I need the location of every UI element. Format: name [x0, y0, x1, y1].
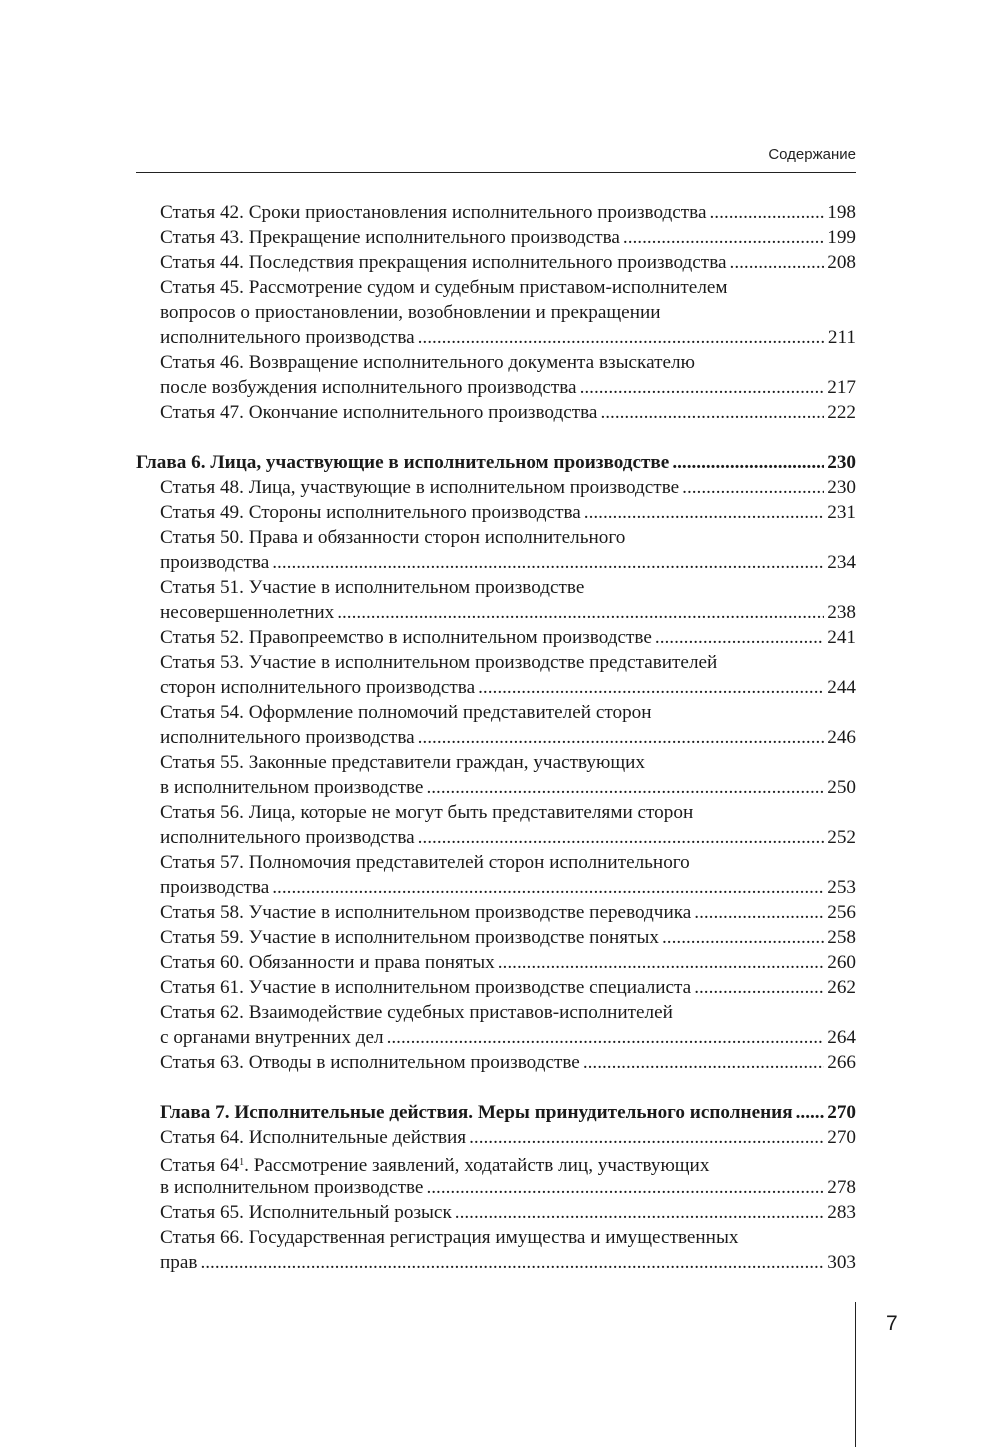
page-number: 7	[886, 1312, 898, 1335]
superscript-index: 1	[239, 1157, 245, 1168]
dot-leader	[200, 1250, 824, 1275]
toc-entry-article-61[interactable]: Статья 61. Участие в исполнительном производстве специалиста . . . 262	[160, 975, 856, 1000]
toc-entry-article-64-1[interactable]: Статья $64^1$. Рассмотрение заявлений, ходатайств лиц, участвующих в исполнительном производстве . . . 278	[160, 1150, 856, 1200]
dot-leader	[730, 250, 825, 275]
page-ref: 283	[827, 1202, 856, 1223]
page-ref: 253	[827, 877, 856, 898]
toc-entry-article-43[interactable]: Статья 43. Прекращение исполнительного производства . . . 199	[160, 225, 856, 250]
page-ref: 211	[827, 327, 856, 348]
page-ref: 234	[827, 552, 856, 573]
toc-entry-article-42[interactable]: Статья 42. Сроки приостановления исполнительного производства . . . 198	[160, 200, 856, 225]
header-rule	[136, 172, 856, 173]
dot-leader	[600, 400, 824, 425]
page-ref: 199	[827, 227, 856, 248]
table-of-contents	[136, 200, 856, 1275]
dot-leader	[387, 1025, 825, 1050]
dot-leader	[478, 675, 824, 700]
dot-leader	[623, 225, 824, 250]
dot-leader	[583, 1050, 824, 1075]
toc-entry-article-51[interactable]: Статья 51. Участие в исполнительном производстве несовершеннолетних . . . 238	[160, 575, 856, 625]
toc-entry-article-56[interactable]: Статья 56. Лица, которые не могут быть представителями сторон исполнительного производства . . . 252	[160, 800, 856, 850]
page-ref: 246	[827, 727, 856, 748]
page-ref: 264	[827, 1027, 856, 1048]
page-ref: 262	[827, 977, 856, 998]
dot-leader	[584, 500, 824, 525]
page-ref: 303	[827, 1252, 856, 1273]
page-ref: 231	[827, 502, 856, 523]
dot-leader	[469, 1125, 824, 1150]
toc-entry-article-62[interactable]: Статья 62. Взаимодействие судебных приставов-исполнителей с органами внутренних дел . . . 264	[160, 1000, 856, 1050]
toc-entry-article-63[interactable]: Статья 63. Отводы в исполнительном производстве . . . 266	[160, 1050, 856, 1075]
toc-entry-article-59[interactable]: Статья 59. Участие в исполнительном производстве понятых . . . 258	[160, 925, 856, 950]
toc-entry-article-48[interactable]: Статья 48. Лица, участвующие в исполнительном производстве . . . 230	[160, 475, 856, 500]
dot-leader	[455, 1200, 824, 1225]
dot-leader	[426, 1175, 824, 1200]
dot-leader	[272, 550, 824, 575]
page-ref: 230	[827, 477, 856, 498]
page-ref: 252	[827, 827, 856, 848]
page-ref: 266	[827, 1052, 856, 1073]
toc-entry-article-53[interactable]: Статья 53. Участие в исполнительном производстве представителей сторон исполнительного производства . . . 244	[160, 650, 856, 700]
dot-leader	[426, 775, 824, 800]
dot-leader	[672, 450, 824, 475]
toc-entry-article-66[interactable]: Статья 66. Государственная регистрация имущества и имущественных прав . . . 303	[160, 1225, 856, 1275]
dot-leader	[418, 325, 825, 350]
toc-entry-article-52[interactable]: Статья 52. Правопреемство в исполнительном производстве . . . 241	[160, 625, 856, 650]
toc-entry-article-49[interactable]: Статья 49. Стороны исполнительного производства . . . 231	[160, 500, 856, 525]
toc-entry-article-45[interactable]: Статья 45. Рассмотрение судом и судебным приставом-исполнителем вопросов о приостановлении, возобновлении и прекращении исполнительного производства . . . 211	[160, 275, 856, 350]
page-ref: 198	[827, 202, 856, 223]
dot-leader	[272, 875, 824, 900]
page-ref: 250	[827, 777, 856, 798]
toc-entry-article-54[interactable]: Статья 54. Оформление полномочий представителей сторон исполнительного производства . . . 246	[160, 700, 856, 750]
page-ref: 270	[827, 1127, 856, 1148]
page-ref: 208	[827, 252, 856, 273]
toc-entry-chapter-7[interactable]: Глава 7. Исполнительные действия. Меры принудительного исполнения . . . 270	[160, 1100, 856, 1125]
dot-leader	[498, 950, 824, 975]
page-ref: 230	[827, 452, 856, 473]
dot-leader	[655, 625, 824, 650]
toc-entry-article-60[interactable]: Статья 60. Обязанности и права понятых . . . 260	[160, 950, 856, 975]
dot-leader	[662, 925, 824, 950]
toc-entry-article-44[interactable]: Статья 44. Последствия прекращения исполнительного производства . . . 208	[160, 250, 856, 275]
dot-leader	[580, 375, 825, 400]
page-ref: 222	[827, 402, 856, 423]
dot-leader	[418, 725, 825, 750]
toc-entry-article-58[interactable]: Статья 58. Участие в исполнительном производстве переводчика . . . 256	[160, 900, 856, 925]
toc-entry-article-57[interactable]: Статья 57. Полномочия представителей сторон исполнительного производства . . . 253	[160, 850, 856, 900]
dot-leader	[694, 975, 824, 1000]
page-ref: 278	[827, 1177, 856, 1198]
page-ref: 258	[827, 927, 856, 948]
toc-entry-article-50[interactable]: Статья 50. Права и обязанности сторон исполнительного производства . . . 234	[160, 525, 856, 575]
page-ref: 260	[827, 952, 856, 973]
toc-entry-article-46[interactable]: Статья 46. Возвращение исполнительного документа взыскателю после возбуждения исполнительного производства . . . 217	[160, 350, 856, 400]
dot-leader	[710, 200, 825, 225]
dot-leader	[796, 1100, 825, 1125]
page-ref: 270	[827, 1102, 856, 1123]
dot-leader	[694, 900, 824, 925]
page-ref: 241	[827, 627, 856, 648]
dot-leader	[682, 475, 824, 500]
running-head-title: Содержание	[768, 146, 856, 163]
page-ref: 238	[827, 602, 856, 623]
page-ref: 217	[827, 377, 856, 398]
toc-entry-article-47[interactable]: Статья 47. Окончание исполнительного производства . . . 222	[160, 400, 856, 425]
dot-leader	[418, 825, 825, 850]
dot-leader	[337, 600, 824, 625]
toc-entry-chapter-6[interactable]: Глава 6. Лица, участвующие в исполнительном производстве . . . 230	[136, 450, 856, 475]
page-ref: 256	[827, 902, 856, 923]
toc-entry-article-65[interactable]: Статья 65. Исполнительный розыск . . . 283	[160, 1200, 856, 1225]
toc-entry-article-55[interactable]: Статья 55. Законные представители граждан, участвующих в исполнительном производстве . . . 250	[160, 750, 856, 800]
page-number-rule	[855, 1302, 856, 1447]
page-ref: 244	[827, 677, 856, 698]
toc-entry-article-64[interactable]: Статья 64. Исполнительные действия . . . 270	[160, 1125, 856, 1150]
